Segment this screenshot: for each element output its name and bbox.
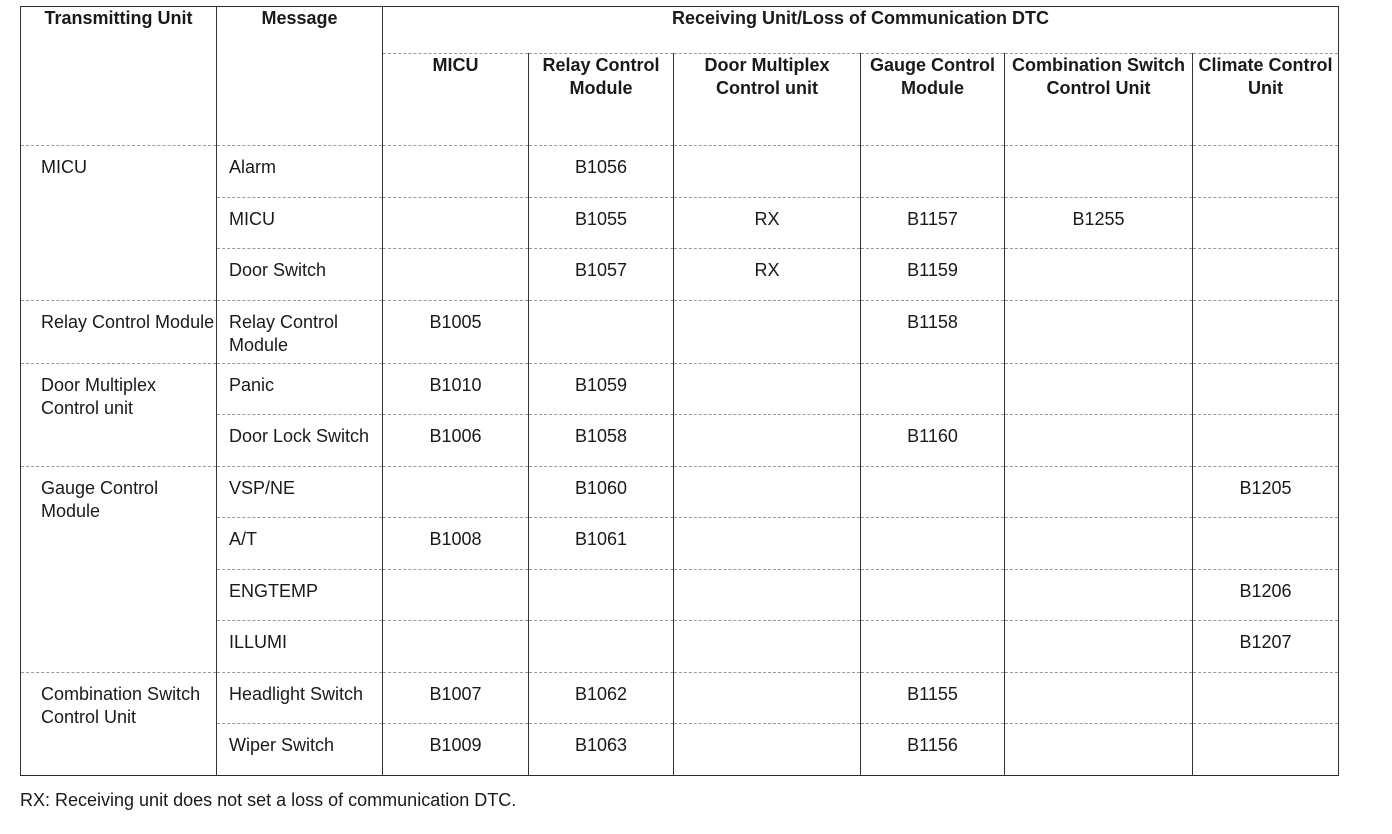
message-cell: Door Lock Switch xyxy=(217,415,383,467)
dtc-cell: B1007 xyxy=(383,672,529,724)
header-transmitting-unit: Transmitting Unit xyxy=(21,7,217,146)
dtc-table xyxy=(20,6,1339,776)
dtc-cell xyxy=(383,197,529,249)
dtc-cell xyxy=(674,363,861,415)
table-row xyxy=(21,672,1339,724)
dtc-cell xyxy=(1005,569,1193,621)
dtc-cell: B1059 xyxy=(529,363,674,415)
dtc-cell xyxy=(1005,724,1193,776)
dtc-cell: B1160 xyxy=(861,415,1005,467)
message-cell: Alarm xyxy=(217,146,383,198)
header-receiver: Climate Control Unit xyxy=(1193,54,1339,146)
dtc-cell xyxy=(529,621,674,673)
dtc-cell xyxy=(861,146,1005,198)
dtc-cell xyxy=(1193,363,1339,415)
table-row xyxy=(21,621,1339,673)
dtc-cell: B1056 xyxy=(529,146,674,198)
dtc-cell: B1005 xyxy=(383,300,529,363)
dtc-cell: B1063 xyxy=(529,724,674,776)
dtc-cell xyxy=(383,249,529,301)
dtc-cell xyxy=(861,621,1005,673)
dtc-cell: B1159 xyxy=(861,249,1005,301)
dtc-cell: B1205 xyxy=(1193,466,1339,518)
dtc-cell xyxy=(861,518,1005,570)
header-row-top xyxy=(21,7,1339,54)
table-body xyxy=(21,146,1339,776)
message-cell: Door Switch xyxy=(217,249,383,301)
header-receiver: Gauge Control Module xyxy=(861,54,1005,146)
dtc-cell xyxy=(1005,518,1193,570)
message-cell: ILLUMI xyxy=(217,621,383,673)
table-row xyxy=(21,724,1339,776)
header-receiver: MICU xyxy=(383,54,529,146)
transmitter-cell: MICU xyxy=(21,146,217,301)
dtc-cell xyxy=(1005,300,1193,363)
message-cell: ENGTEMP xyxy=(217,569,383,621)
dtc-cell: B1058 xyxy=(529,415,674,467)
dtc-cell: B1206 xyxy=(1193,569,1339,621)
footnote: RX: Receiving unit does not set a loss of communication DTC. xyxy=(20,790,517,810)
dtc-cell xyxy=(1193,724,1339,776)
dtc-cell xyxy=(1005,146,1193,198)
dtc-cell xyxy=(674,569,861,621)
dtc-cell xyxy=(674,724,861,776)
dtc-cell xyxy=(529,300,674,363)
message-cell: MICU xyxy=(217,197,383,249)
dtc-cell: B1060 xyxy=(529,466,674,518)
dtc-cell xyxy=(1005,621,1193,673)
dtc-cell: RX xyxy=(674,249,861,301)
dtc-cell xyxy=(383,146,529,198)
dtc-cell xyxy=(1005,415,1193,467)
dtc-cell xyxy=(529,569,674,621)
dtc-cell xyxy=(1005,363,1193,415)
dtc-cell xyxy=(1193,249,1339,301)
table-row xyxy=(21,249,1339,301)
dtc-cell xyxy=(1193,300,1339,363)
dtc-cell xyxy=(674,466,861,518)
dtc-cell xyxy=(1193,197,1339,249)
dtc-cell: B1009 xyxy=(383,724,529,776)
dtc-cell xyxy=(1193,518,1339,570)
message-cell: VSP/NE xyxy=(217,466,383,518)
transmitter-cell: Gauge Control Module xyxy=(21,466,217,672)
dtc-cell xyxy=(1005,249,1193,301)
dtc-cell xyxy=(861,363,1005,415)
dtc-cell: B1061 xyxy=(529,518,674,570)
dtc-cell xyxy=(1193,415,1339,467)
dtc-cell xyxy=(383,621,529,673)
message-cell: Wiper Switch xyxy=(217,724,383,776)
table-row xyxy=(21,569,1339,621)
dtc-cell xyxy=(674,415,861,467)
dtc-cell xyxy=(861,569,1005,621)
table-row xyxy=(21,300,1339,363)
message-cell: Panic xyxy=(217,363,383,415)
message-cell: Headlight Switch xyxy=(217,672,383,724)
header-message: Message xyxy=(217,7,383,146)
dtc-cell xyxy=(383,569,529,621)
dtc-cell: B1207 xyxy=(1193,621,1339,673)
table-row xyxy=(21,415,1339,467)
table-row xyxy=(21,197,1339,249)
dtc-cell xyxy=(674,672,861,724)
dtc-cell xyxy=(674,518,861,570)
table-row xyxy=(21,146,1339,198)
dtc-cell xyxy=(1193,672,1339,724)
dtc-cell xyxy=(674,300,861,363)
dtc-cell: B1156 xyxy=(861,724,1005,776)
dtc-cell: B1057 xyxy=(529,249,674,301)
header-receiver: Door Multiplex Control unit xyxy=(674,54,861,146)
dtc-cell xyxy=(1005,466,1193,518)
dtc-cell xyxy=(1193,146,1339,198)
dtc-cell: B1006 xyxy=(383,415,529,467)
dtc-cell xyxy=(1005,672,1193,724)
table-row xyxy=(21,518,1339,570)
dtc-cell: B1055 xyxy=(529,197,674,249)
dtc-cell: B1157 xyxy=(861,197,1005,249)
dtc-cell: RX xyxy=(674,197,861,249)
dtc-cell xyxy=(674,621,861,673)
dtc-cell xyxy=(861,466,1005,518)
header-receiver: Relay Control Module xyxy=(529,54,674,146)
dtc-cell: B1158 xyxy=(861,300,1005,363)
dtc-cell: B1008 xyxy=(383,518,529,570)
transmitter-cell: Combination Switch Control Unit xyxy=(21,672,217,775)
dtc-cell xyxy=(674,146,861,198)
table-row xyxy=(21,363,1339,415)
table-row xyxy=(21,466,1339,518)
dtc-cell: B1155 xyxy=(861,672,1005,724)
dtc-cell: B1255 xyxy=(1005,197,1193,249)
message-cell: Relay Control Module xyxy=(217,300,383,363)
dtc-cell: B1010 xyxy=(383,363,529,415)
header-receiving-group: Receiving Unit/Loss of Communication DTC xyxy=(383,7,1339,54)
transmitter-cell: Door Multiplex Control unit xyxy=(21,363,217,466)
dtc-cell: B1062 xyxy=(529,672,674,724)
transmitter-cell: Relay Control Module xyxy=(21,300,217,363)
dtc-cell xyxy=(383,466,529,518)
message-cell: A/T xyxy=(217,518,383,570)
header-receiver: Combination Switch Control Unit xyxy=(1005,54,1193,146)
